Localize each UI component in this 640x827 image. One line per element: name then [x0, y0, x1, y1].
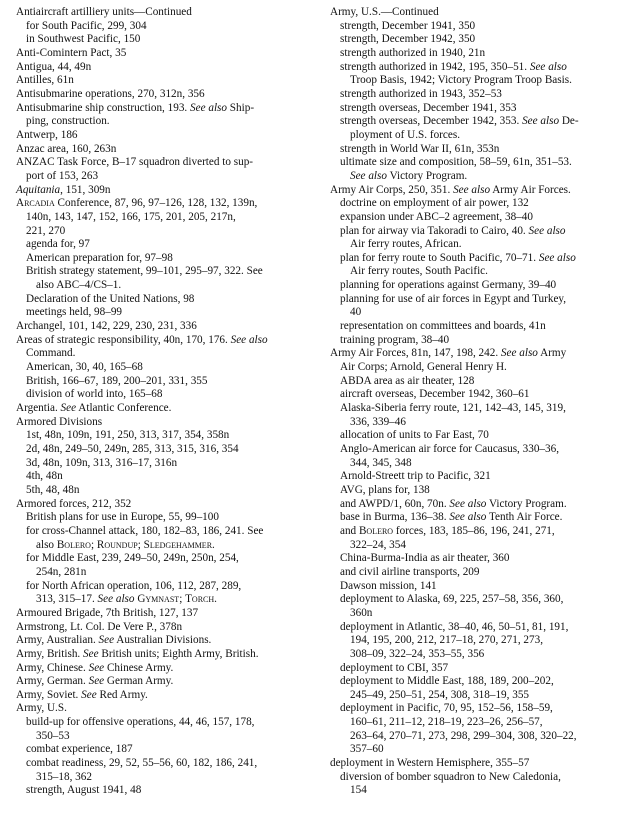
index-entry — [330, 211, 626, 225]
index-entry — [16, 184, 316, 198]
index-entry-continuation: 194, 195, 200, 212, 217–18, 270, 271, 273, — [350, 634, 543, 647]
index-entry — [16, 47, 316, 61]
index-entry-line: ultimate size and composition, 58–59, 61n, 351–53. — [340, 156, 572, 169]
index-entry — [330, 293, 626, 320]
index-entry-line: strength, December 1941, 350 — [340, 19, 476, 32]
index-entry — [330, 498, 626, 512]
index-entry-line: Army, British. See British units; Eighth Army, British. — [16, 647, 259, 660]
index-entry — [16, 607, 316, 621]
index-entry — [16, 648, 316, 662]
index-entry-line: Anzac area, 160, 263n — [16, 142, 117, 155]
index-entry-line: strength, December 1942, 350 — [340, 33, 476, 46]
index-entry-continuation: 40 — [350, 306, 362, 319]
index-entry — [330, 320, 626, 334]
index-entry-line: ANZAC Task Force, B–17 squadron diverted to sup- — [16, 156, 254, 169]
index-entry — [330, 102, 626, 116]
index-entry — [16, 388, 316, 402]
index-entry — [16, 443, 316, 457]
index-entry — [16, 238, 316, 252]
index-entry — [330, 580, 626, 594]
index-column-right — [330, 6, 626, 798]
index-entry-continuation: 245–49, 250–51, 254, 308, 318–19, 355 — [350, 688, 529, 701]
index-entry-line: Army Air Forces, 81n, 147, 198, 242. See also Army — [330, 347, 567, 360]
index-entry — [16, 662, 316, 676]
index-entry-line: build-up for offensive operations, 44, 46, 157, 178, — [26, 716, 255, 729]
index-entry — [16, 361, 316, 375]
index-entry — [16, 743, 316, 757]
index-entry-line: 5th, 48, 48n — [26, 483, 80, 496]
index-entry-continuation: Air Corps; Arnold, General Henry H. — [340, 361, 507, 374]
index-entry — [16, 334, 316, 361]
index-entry — [330, 347, 626, 374]
index-entry — [330, 470, 626, 484]
index-entry — [330, 375, 626, 389]
index-entry-continuation: also Bolero; Roundup; Sledgehammer. — [36, 538, 215, 551]
index-entry — [16, 402, 316, 416]
index-entry-line: British plans for use in Europe, 55, 99–100 — [26, 511, 219, 524]
index-entry-line: combat readiness, 29, 52, 55–56, 60, 182, 186, 241, — [26, 757, 258, 770]
index-entry-line: strength authorized in 1942, 195, 350–51. See also — [340, 60, 567, 73]
index-entry — [330, 771, 626, 798]
index-entry-line: division of world into, 165–68 — [26, 388, 163, 401]
index-entry — [16, 702, 316, 716]
index-entry — [330, 279, 626, 293]
index-entry-line: doctrine on employment of air power, 132 — [340, 197, 529, 210]
index-entry — [16, 552, 316, 579]
index-entry-line: agenda for, 97 — [26, 238, 90, 251]
index-entry-line: and Bolero forces, 183, 185–86, 196, 241, 271, — [340, 524, 555, 537]
index-entry-continuation: also ABC–4/CS–1. — [36, 279, 122, 292]
index-entry — [16, 416, 316, 430]
index-entry-line: for North African operation, 106, 112, 287, 289, — [26, 579, 242, 592]
index-entry — [330, 593, 626, 620]
index-entry — [330, 6, 626, 20]
index-entry-line: China-Burma-India as air theater, 360 — [340, 552, 510, 565]
index-entry — [330, 702, 626, 757]
index-entry — [16, 457, 316, 471]
index-entry-line: for South Pacific, 299, 304 — [26, 19, 147, 32]
index-entry-line: for Middle East, 239, 249–50, 249n, 250n, 254, — [26, 552, 239, 565]
index-entry-line: Antilles, 61n — [16, 74, 74, 87]
index-entry — [16, 580, 316, 607]
index-entry-line: for cross-Channel attack, 180, 182–83, 186, 241. See — [26, 524, 264, 537]
index-entry-line: American, 30, 40, 165–68 — [26, 361, 143, 374]
index-entry — [16, 429, 316, 443]
index-entry-line: strength authorized in 1940, 21n — [340, 46, 486, 59]
index-entry — [330, 225, 626, 252]
index-entry — [330, 757, 626, 771]
index-entry-continuation: 308–09, 322–24, 353–55, 356 — [350, 647, 485, 660]
index-entry-line: Army, U.S. — [16, 702, 67, 715]
index-entry — [16, 197, 316, 238]
index-entry-line: Army, Australian. See Australian Divisions. — [16, 634, 212, 647]
index-entry — [330, 197, 626, 211]
index-entry-line: Arnold-Streett trip to Pacific, 321 — [340, 470, 491, 483]
index-entry-line: plan for ferry route to South Pacific, 70–71. See also — [340, 251, 576, 264]
index-entry-line: Army, U.S.—Continued — [330, 6, 439, 18]
index-entry-line: Archangel, 101, 142, 229, 230, 231, 336 — [16, 320, 197, 333]
index-entry — [16, 6, 316, 20]
index-entry-line: combat experience, 187 — [26, 743, 133, 756]
index-entry — [16, 293, 316, 307]
index-entry-line: aircraft overseas, December 1942, 360–61 — [340, 388, 530, 401]
index-entry — [16, 102, 316, 129]
index-entry-line: deployment in Atlantic, 38–40, 46, 50–51, 81, 191, — [340, 620, 569, 633]
index-entry — [330, 33, 626, 47]
index-entry-line: strength authorized in 1943, 352–53 — [340, 87, 502, 100]
index-entry — [16, 88, 316, 102]
index-entry-continuation: 315–18, 362 — [36, 770, 92, 783]
index-entry-line: deployment in Western Hemisphere, 355–57 — [330, 757, 530, 770]
index-entry-continuation: ployment of U.S. forces. — [350, 128, 460, 141]
index-entry-line: deployment to CBI, 357 — [340, 661, 449, 674]
index-entry — [330, 566, 626, 580]
index-entry-line: and AWPD/1, 60n, 70n. See also Victory Program. — [340, 497, 567, 510]
index-entry — [330, 334, 626, 348]
index-entry — [16, 511, 316, 525]
index-entry-line: deployment to Alaska, 69, 225, 257–58, 356, 360, — [340, 593, 564, 606]
index-entry-continuation: 350–53 — [36, 729, 70, 742]
index-entry-line: diversion of bomber squadron to New Caledonia, — [340, 770, 561, 783]
index-entry-line: Army, Chinese. See Chinese Army. — [16, 661, 174, 674]
index-entry-line: 1st, 48n, 109n, 191, 250, 313, 317, 354, 358n — [26, 429, 230, 442]
index-entry-line: Aquitania, 151, 309n — [16, 183, 111, 196]
index-entry — [16, 784, 316, 798]
index-entry — [330, 511, 626, 525]
index-entry-line: Anti-Comintern Pact, 35 — [16, 46, 127, 59]
index-entry — [330, 662, 626, 676]
index-entry — [330, 552, 626, 566]
index-entry-continuation: 336, 339–46 — [350, 415, 406, 428]
index-entry — [16, 252, 316, 266]
index-entry — [330, 675, 626, 702]
index-entry-line: Antigua, 44, 49n — [16, 60, 92, 73]
index-entry-continuation: 344, 345, 348 — [350, 456, 412, 469]
index-entry — [16, 375, 316, 389]
index-entry — [330, 61, 626, 88]
index-entry-continuation: 360n — [350, 606, 373, 619]
index-entry-continuation: Air ferry routes, South Pacific. — [350, 265, 488, 278]
index-entry-line: deployment to Middle East, 188, 189, 200–202, — [340, 675, 554, 688]
index-entry-continuation: Command. — [26, 347, 76, 360]
index-entry — [330, 621, 626, 662]
index-entry — [330, 47, 626, 61]
index-entry-continuation: 221, 270 — [26, 224, 66, 237]
index-entry-line: strength overseas, December 1942, 353. See also De- — [340, 115, 579, 128]
index-entry — [330, 115, 626, 142]
index-entry-line: Armored Divisions — [16, 415, 103, 428]
index-entry-line: strength overseas, December 1941, 353 — [340, 101, 517, 114]
index-entry-line: Armstrong, Lt. Col. De Vere P., 378n — [16, 620, 183, 633]
index-entry — [330, 88, 626, 102]
index-entry-line: Armored forces, 212, 352 — [16, 497, 132, 510]
index-entry-continuation: See also Victory Program. — [350, 169, 468, 182]
index-entry-line: planning for operations against Germany, 39–40 — [340, 279, 557, 292]
index-entry — [16, 634, 316, 648]
index-entry-line: ABDA area as air theater, 128 — [340, 374, 475, 387]
index-entry-line: and civil airline transports, 209 — [340, 565, 480, 578]
index-entry — [16, 675, 316, 689]
index-entry — [16, 33, 316, 47]
index-entry-continuation: port of 153, 263 — [26, 169, 99, 182]
index-entry-line: AVG, plans for, 138 — [340, 483, 430, 496]
index-entry — [16, 757, 316, 784]
index-entry — [16, 498, 316, 512]
index-column-left — [16, 6, 316, 798]
index-entry-line: Antwerp, 186 — [16, 128, 78, 141]
index-entry — [16, 143, 316, 157]
index-entry — [16, 470, 316, 484]
index-entry-line: Alaska-Siberia ferry route, 121, 142–43, 145, 319, — [340, 402, 566, 415]
index-entry — [330, 388, 626, 402]
index-entry — [16, 74, 316, 88]
index-entry-continuation: Troop Basis, 1942; Victory Program Troop Basis. — [350, 74, 572, 87]
index-entry-line: Armoured Brigade, 7th British, 127, 137 — [16, 606, 199, 619]
index-entry-line: Army, German. See German Army. — [16, 675, 174, 688]
index-entry-line: strength in World War II, 61n, 353n — [340, 142, 500, 155]
index-entry-line: Antisubmarine operations, 270, 312n, 356 — [16, 87, 205, 100]
index-entry-line: base in Burma, 136–38. See also Tenth Air Force. — [340, 511, 563, 524]
index-entry-line: representation on committees and boards, 41n — [340, 320, 546, 333]
index-entry-line: 2d, 48n, 249–50, 249n, 285, 313, 315, 316, 354 — [26, 443, 239, 455]
index-entry-line: allocation of units to Far East, 70 — [340, 429, 489, 442]
index-entry-line: Areas of strategic responsibility, 40n, 170, 176. See also — [16, 333, 268, 346]
index-entry — [16, 156, 316, 183]
index-entry-line: strength, August 1941, 48 — [26, 784, 142, 797]
index-entry — [330, 443, 626, 470]
index-entry — [330, 484, 626, 498]
index-entry-line: expansion under ABC–2 agreement, 38–40 — [340, 210, 533, 223]
index-entry-line: British, 166–67, 189, 200–201, 331, 355 — [26, 374, 208, 387]
index-entry-continuation: 154 — [350, 784, 367, 797]
index-entry-line: Dawson mission, 141 — [340, 579, 437, 592]
index-entry — [330, 252, 626, 279]
index-entry-continuation: 160–61, 211–12, 218–19, 223–26, 256–57, — [350, 716, 543, 729]
index-entry-continuation: 263–64, 270–71, 273, 298, 299–304, 308, 320–22, — [350, 729, 577, 742]
index-entry-line: 4th, 48n — [26, 470, 63, 483]
index-entry-continuation: 322–24, 354 — [350, 538, 406, 551]
index-entry — [16, 525, 316, 552]
index-entry-line: plan for airway via Takoradi to Cairo, 40. See also — [340, 224, 566, 237]
index-entry — [16, 265, 316, 292]
index-entry-line: deployment in Pacific, 70, 95, 152–56, 158–59, — [340, 702, 553, 715]
index-entry — [330, 143, 626, 157]
index-entry-line: training program, 38–40 — [340, 333, 450, 346]
index-entry-line: Argentia. See Atlantic Conference. — [16, 402, 172, 415]
index-entry-line: Army, Soviet. See Red Army. — [16, 688, 148, 701]
index-entry — [16, 61, 316, 75]
index-entry-line: in Southwest Pacific, 150 — [26, 33, 141, 46]
index-entry — [330, 525, 626, 552]
index-entry — [16, 716, 316, 743]
index-entry — [16, 129, 316, 143]
index-entry — [16, 689, 316, 703]
index-entry-continuation: ping, construction. — [26, 115, 110, 128]
index-entry-continuation: 313, 315–17. See also Gymnast; Torch. — [36, 593, 217, 606]
index-entry-line: Anglo-American air force for Caucasus, 330–36, — [340, 443, 560, 455]
index-entry-continuation: 357–60 — [350, 743, 384, 756]
index-entry-line: Arcadia Conference, 87, 96, 97–126, 128, 132, 139n, — [16, 197, 258, 210]
index-entry-line: Antiaircraft artilliery units—Continued — [16, 6, 192, 18]
index-entry-line: planning for use of air forces in Egypt and Turkey, — [340, 292, 567, 305]
index-entry — [16, 306, 316, 320]
index-entry — [16, 621, 316, 635]
index-entry — [330, 156, 626, 183]
index-entry — [16, 320, 316, 334]
index-entry-line: American preparation for, 97–98 — [26, 251, 173, 264]
index-entry — [330, 20, 626, 34]
index-entry-line: meetings held, 98–99 — [26, 306, 123, 319]
index-entry — [330, 429, 626, 443]
index-entry-continuation: 254n, 281n — [36, 565, 87, 578]
index-entry-line: Army Air Corps, 250, 351. See also Army Air Forces. — [330, 183, 571, 196]
index-entry-line: British strategy statement, 99–101, 295–97, 322. See — [26, 265, 263, 278]
index-entry — [330, 184, 626, 198]
index-entry-continuation: 140n, 143, 147, 152, 166, 175, 201, 205, 217n, — [26, 210, 236, 223]
index-entry — [16, 484, 316, 498]
index-entry-line: 3d, 48n, 109n, 313, 316–17, 316n — [26, 456, 178, 469]
index-entry — [16, 20, 316, 34]
index-entry-continuation: Air ferry routes, African. — [350, 238, 462, 251]
index-entry-line: Antisubmarine ship construction, 193. See also Ship- — [16, 101, 255, 114]
index-entry — [330, 402, 626, 429]
index-entry-line: Declaration of the United Nations, 98 — [26, 292, 195, 305]
